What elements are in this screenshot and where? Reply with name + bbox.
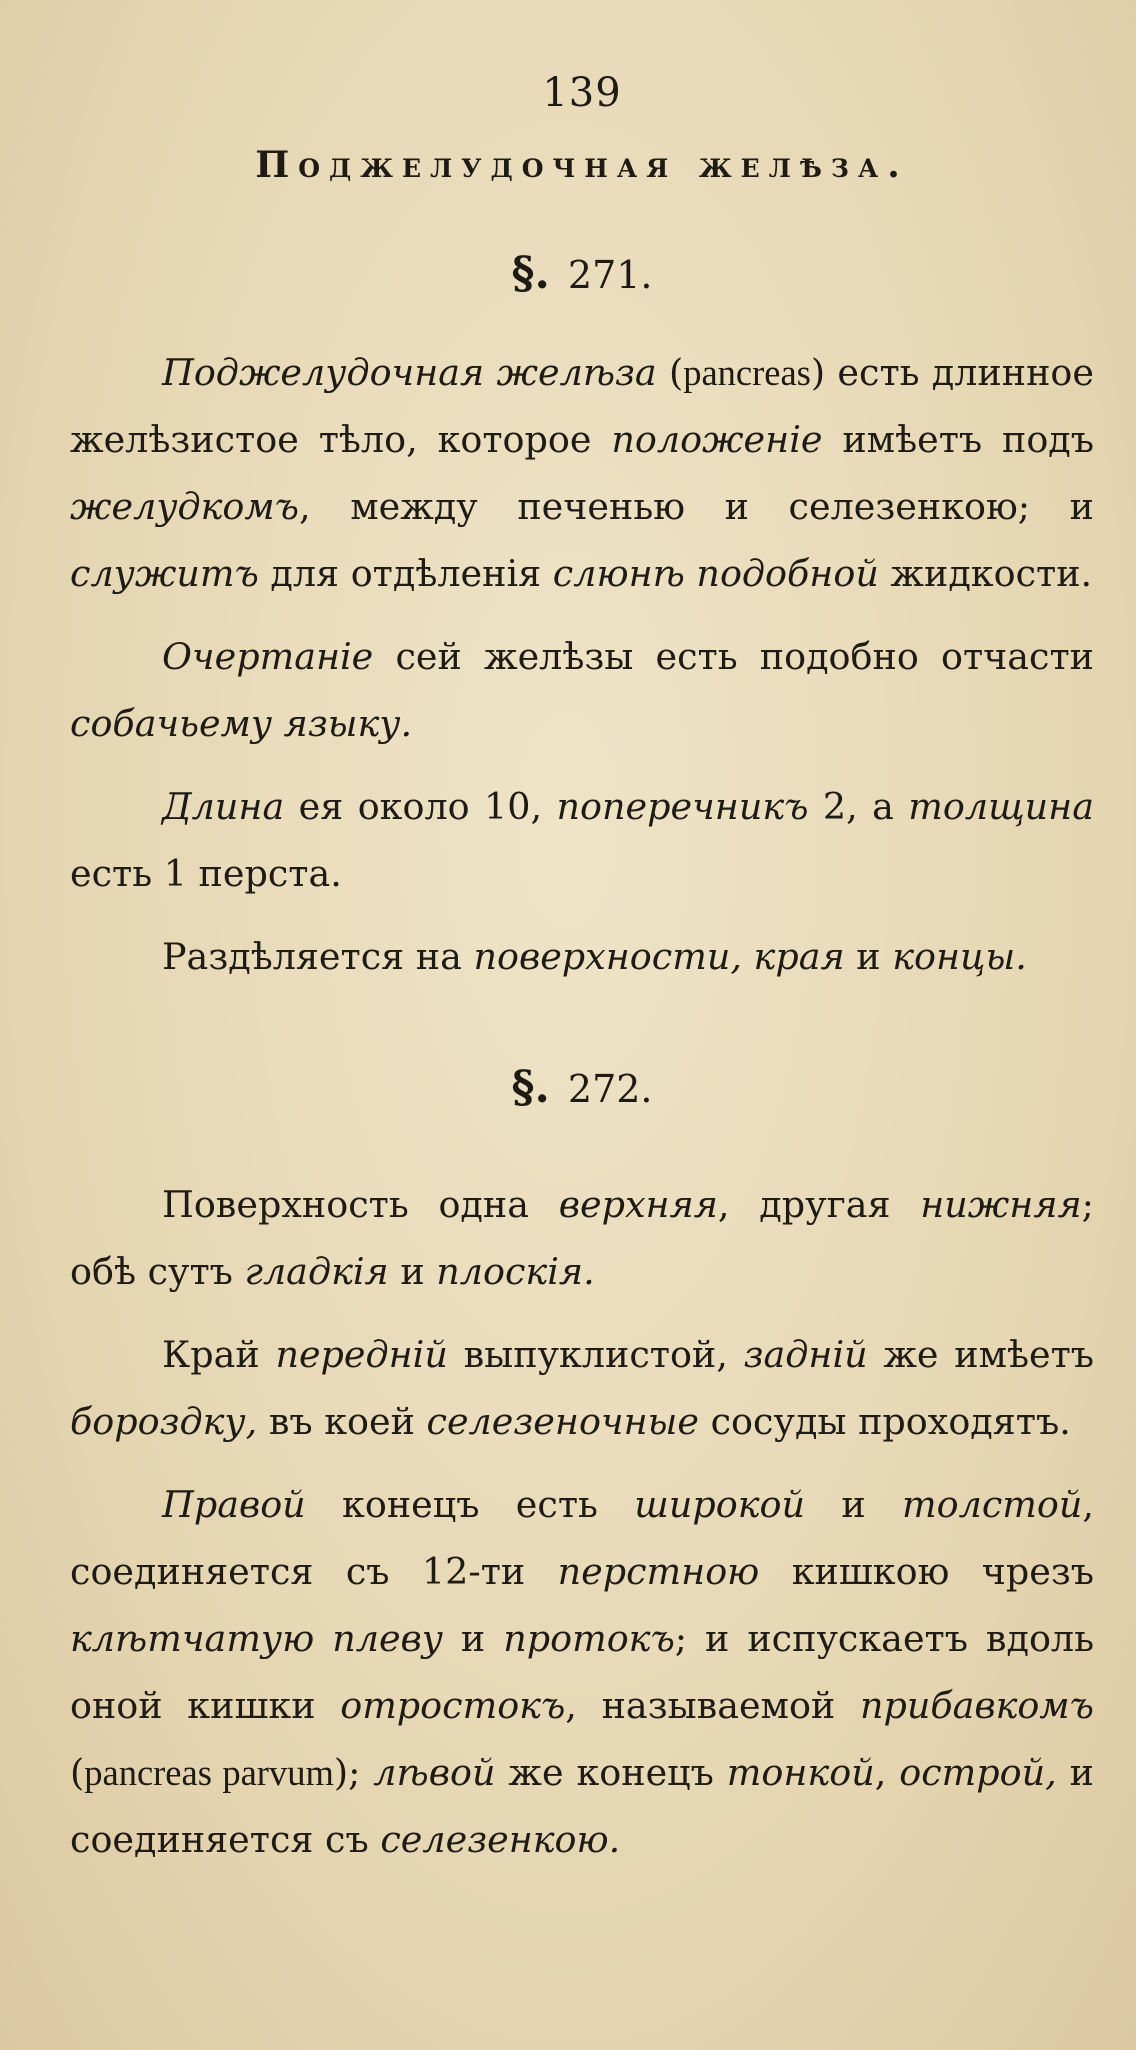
text-run: имѣетъ подъ	[822, 418, 1094, 461]
paragraph	[70, 1321, 1094, 1455]
section-body-272	[70, 1171, 1094, 1873]
italic-term: лѣвой	[373, 1751, 496, 1794]
text-run: и	[804, 1483, 903, 1526]
paragraph	[70, 773, 1094, 907]
text-run: для отдѣленія	[258, 552, 553, 595]
text-run: , между печенью и селезенкою; и	[299, 485, 1094, 528]
paragraph	[70, 1171, 1094, 1305]
italic-term: тонкой	[726, 1751, 875, 1794]
text-run: сей желѣзы есть подобно отчасти	[373, 635, 1094, 678]
text-run: 2, а	[808, 785, 909, 828]
italic-term: концы.	[892, 935, 1027, 978]
text-run: Край	[162, 1333, 276, 1376]
italic-term: Поджелудочная желѣза	[162, 351, 657, 394]
text-run: , называемой	[565, 1684, 860, 1727]
text-run: , соединяется съ 12-ти	[70, 1483, 1094, 1593]
section-body-271	[70, 339, 1094, 990]
text-run: же имѣетъ	[867, 1333, 1094, 1376]
latin-term: pancreas parvum	[84, 1752, 334, 1793]
text-run: есть 1 перста.	[70, 852, 342, 895]
italic-term: селезенкою.	[380, 1818, 621, 1861]
latin-term: pancreas	[683, 352, 811, 393]
section-symbol: §.	[511, 248, 550, 299]
italic-term: широкой	[634, 1483, 805, 1526]
italic-term: плоскія.	[436, 1250, 595, 1293]
section-number: 271.	[567, 253, 653, 297]
text-run: ея около 10,	[284, 785, 557, 828]
italic-term: верхняя	[558, 1183, 718, 1226]
text-run: ; и испускаетъ вдоль оной кишки	[70, 1617, 1094, 1727]
italic-term: нижняя	[920, 1183, 1082, 1226]
italic-term: слюнѣ подобной	[552, 552, 879, 595]
italic-term: клѣтчатую плеву	[70, 1617, 443, 1660]
text-run: и соединяется съ	[70, 1751, 1094, 1861]
text-run: же конецъ	[495, 1751, 727, 1794]
text-run: (	[70, 1751, 85, 1794]
italic-term: протокъ	[503, 1617, 675, 1660]
italic-term: отростокъ	[340, 1684, 566, 1727]
text-run: Поверхность одна	[162, 1183, 559, 1226]
text-run: и	[388, 1250, 437, 1293]
italic-term: собачьему языку.	[70, 702, 413, 745]
section-number: 272.	[567, 1067, 653, 1111]
chapter-title: Поджелудочная желѣза.	[255, 144, 909, 186]
text-run: кишкою чрезъ	[759, 1550, 1094, 1593]
text-run: ) есть длинное желѣзистое тѣло, которое	[70, 351, 1094, 461]
section-heading-271	[70, 248, 1094, 299]
paragraph	[70, 923, 1094, 990]
italic-term: Очертаніе	[162, 635, 374, 678]
italic-term: толстой	[902, 1483, 1083, 1526]
paragraph	[70, 1471, 1094, 1873]
section-symbol: §.	[511, 1062, 550, 1113]
text-run: ; обѣ сутъ	[70, 1183, 1094, 1293]
paragraph	[70, 623, 1094, 757]
italic-term: поверхности, края	[473, 935, 845, 978]
text-run: (	[656, 351, 684, 394]
italic-term: Правой	[162, 1483, 306, 1526]
italic-term: бороздку,	[70, 1400, 258, 1443]
text-run: );	[333, 1751, 374, 1794]
italic-term: перстною	[557, 1550, 760, 1593]
italic-term: толщина	[908, 785, 1094, 828]
italic-term: селезеночные	[426, 1400, 700, 1443]
italic-term: желудкомъ	[70, 485, 299, 528]
text-run: и	[442, 1617, 504, 1660]
italic-term: задній	[743, 1333, 868, 1376]
text-run: ,	[874, 1751, 900, 1794]
text-run: , другая	[717, 1183, 921, 1226]
italic-term: острой,	[899, 1751, 1057, 1794]
italic-term: Длина	[162, 785, 285, 828]
italic-term: прибавкомъ	[859, 1684, 1094, 1727]
italic-term: передній	[275, 1333, 448, 1376]
page-number: 139	[542, 70, 622, 116]
text-run: сосуды проходятъ.	[699, 1400, 1071, 1443]
italic-term: поперечникъ	[556, 785, 809, 828]
text-run: конецъ есть	[305, 1483, 635, 1526]
text-run: жидкости.	[878, 552, 1093, 595]
text-run: Раздѣляется на	[162, 935, 474, 978]
section-heading-272	[70, 1062, 1094, 1113]
text-run: въ коей	[257, 1400, 427, 1443]
paragraph	[70, 339, 1094, 607]
text-run: выпуклистой,	[447, 1333, 744, 1376]
italic-term: положеніе	[611, 418, 823, 461]
text-run: и	[844, 935, 893, 978]
italic-term: гладкія	[244, 1250, 389, 1293]
italic-term: служитъ	[70, 552, 259, 595]
